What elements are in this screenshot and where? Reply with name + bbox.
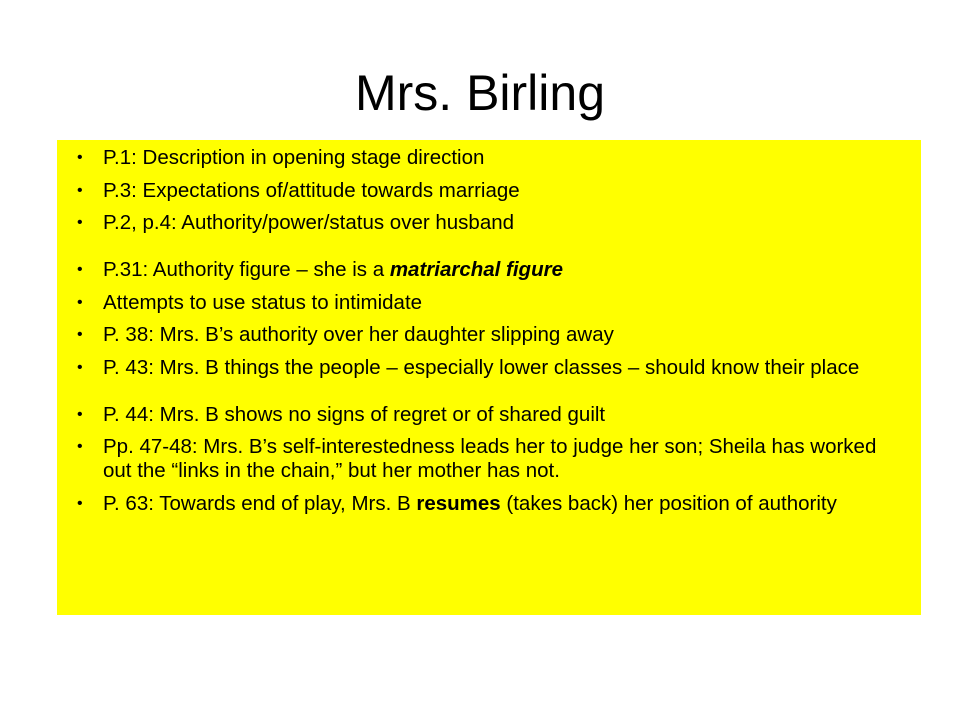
bullet-icon: • [77,149,83,166]
bullet-item-9 [73,435,901,483]
bullet-text: P.2, p.4: Authority/power/status over husband [103,211,515,234]
bullet-item-3 [73,211,901,235]
bullet-emphasis: resumes [416,491,501,515]
bullet-item-1 [73,146,901,170]
bullet-icon: • [77,438,83,455]
bullet-text: P.1: Description in opening stage direction [103,146,485,169]
bullet-text: P. 38: Mrs. B’s authority over her daughter slipping away [103,323,614,346]
bullet-item-6 [73,323,901,347]
bullet-icon: • [77,261,83,278]
bullet-text: P. 63: Towards end of play, Mrs. B [103,491,417,515]
bullet-emphasis: matriarchal figure [389,258,563,281]
bullet-text: P. 43: Mrs. B things the people – especially lower classes – should know their place [103,355,860,379]
slide-title: Mrs. Birling [354,65,606,121]
bullet-text: P.31: Authority figure – she is a [103,258,390,281]
bullet-item-4 [73,258,901,282]
bullet-text: P. 44: Mrs. B shows no signs of regret or of shared guilt [103,402,606,426]
bullet-content-box [57,140,921,615]
bullet-item-5 [73,291,901,315]
bullet-icon: • [77,358,83,376]
bullet-text: Attempts to use status to intimidate [103,290,423,314]
bullet-text: Pp. 47-48: Mrs. B’s self-interestedness leads her to judge her son; Sheila has worked out the “links in the chain,” but her mother has not. [103,435,877,482]
bullet-item-2 [73,179,901,203]
bullet-item-7 [73,356,901,380]
bullet-icon: • [77,181,83,199]
bullet-icon: • [77,214,83,231]
bullet-item-8 [73,403,901,427]
bullet-icon: • [77,405,83,423]
bullet-icon: • [77,293,83,311]
bullet-item-10 [73,492,901,516]
bullet-list [73,146,901,516]
bullet-icon: • [77,326,83,343]
bullet-icon: • [77,494,83,512]
bullet-text-after: (takes back) her position of authority [500,491,837,515]
bullet-text: P.3: Expectations of/attitude towards marriage [103,178,520,202]
